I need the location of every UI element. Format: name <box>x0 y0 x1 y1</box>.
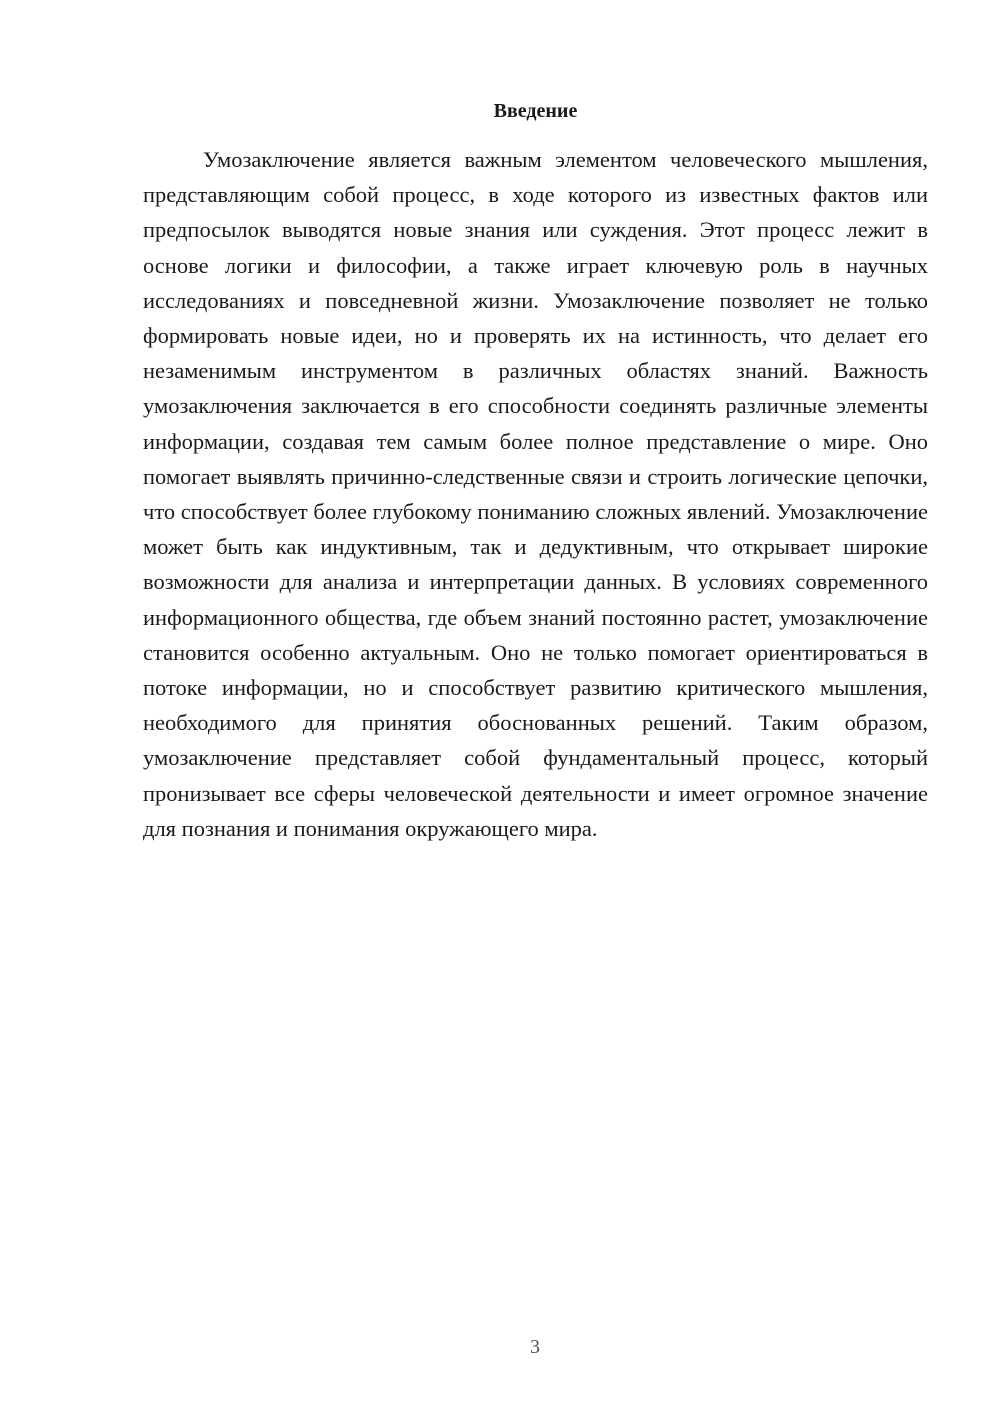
body-paragraph: Умозаключение является важным элементом человеческого мышления, представляющим собой процесс, в ходе которого из известных фактов или предпосылок выводятся новые знания или суждения. Этот процесс лежит в основе логики и философии, а также играет ключевую роль в научных исследованиях и повседневной жизни. Умозаключение позволяет не только формировать новые идеи, но и проверять их на истинность, что делает его незаменимым инструментом в различных областях знаний. Важность умозаключения заключается в его способности соединять различные элементы информации, создавая тем самым более полное представление о мире. Оно помогает выявлять причинно-следственные связи и строить логические цепочки, что способствует более глубокому пониманию сложных явлений. Умозаключение может быть как индуктивным, так и дедуктивным, что открывает широкие возможности для анализа и интерпретации данных. В условиях современного информационного общества, где объем знаний постоянно растет, умозаключение становится особенно актуальным. Оно не только помогает ориентироваться в потоке информации, но и способствует развитию критического мышления, необходимого для принятия обоснованных решений. Таким образом, умозаключение представляет собой фундаментальный процесс, который пронизывает все сферы человеческой деятельности и имеет огромное значение для познания и понимания окружающего мира. <box>143 147 928 841</box>
section-heading: Введение <box>493 100 578 122</box>
page-number: 3 <box>530 1336 540 1358</box>
